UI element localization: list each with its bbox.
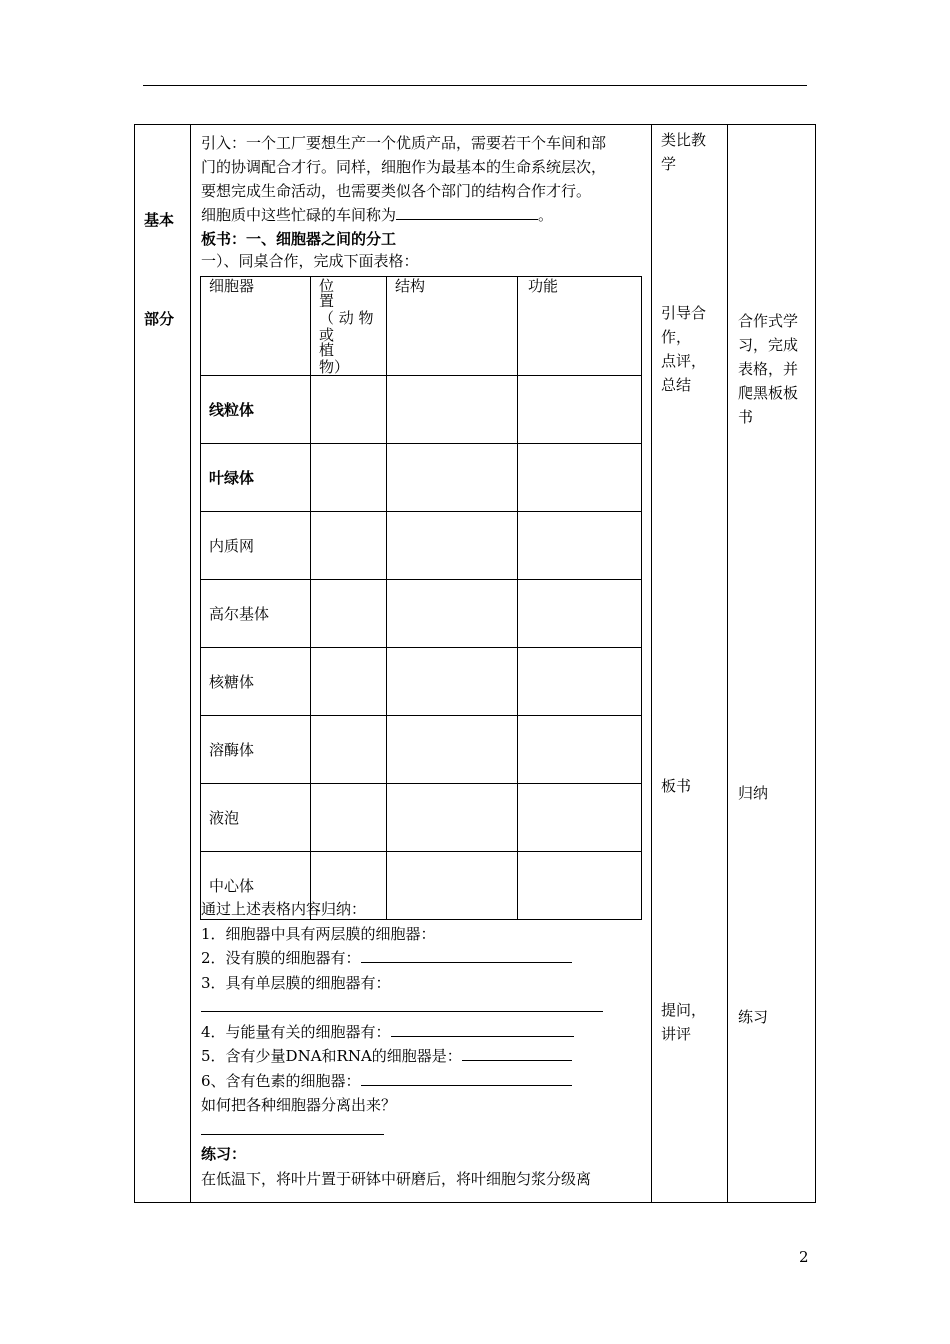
structure-cell[interactable] bbox=[387, 376, 518, 444]
task-instruction: 一）、同桌合作，完成下面表格： bbox=[201, 252, 419, 270]
header-function: 功能 bbox=[518, 277, 642, 376]
organelle-name: 液泡 bbox=[209, 809, 240, 827]
exercise-title: 练习： bbox=[201, 1145, 247, 1163]
table-row bbox=[201, 784, 642, 852]
table-row bbox=[201, 648, 642, 716]
column-divider-3 bbox=[727, 125, 728, 1202]
summary-q3: 3．具有单层膜的细胞器有： bbox=[201, 973, 391, 992]
intro-line-3: 要想完成生命活动，也需要类似各个部门的结构合作才行。 bbox=[201, 182, 592, 200]
answer-blank[interactable] bbox=[201, 1118, 384, 1135]
organelle-name: 线粒体 bbox=[209, 401, 255, 419]
summary-q5: 5．含有少量DNA和RNA的细胞器是： bbox=[201, 1047, 462, 1065]
function-cell[interactable] bbox=[518, 580, 642, 648]
organelle-name: 核糖体 bbox=[209, 673, 255, 691]
structure-cell[interactable] bbox=[387, 444, 518, 512]
header-position-line-2: （ 动 物 bbox=[319, 309, 374, 327]
intro-text bbox=[201, 131, 647, 271]
table-header-row bbox=[201, 277, 642, 376]
function-cell[interactable] bbox=[518, 444, 642, 512]
teacher-note-question: 提问， 讲评 bbox=[661, 1001, 707, 1043]
summary-q4: 4．与能量有关的细胞器有： bbox=[201, 1022, 391, 1041]
table-row bbox=[201, 376, 642, 444]
summary-q3-blank-line bbox=[201, 995, 647, 1020]
header-organelle: 细胞器 bbox=[201, 277, 311, 376]
header-position-line-4: 物） bbox=[319, 358, 350, 376]
intro-line-2: 门的协调配合才行。同样，细胞作为最基本的生命系统层次， bbox=[201, 158, 607, 176]
position-cell[interactable] bbox=[311, 512, 387, 580]
student-note-practice: 练习 bbox=[738, 1008, 769, 1026]
intro-blank-suffix: 。 bbox=[538, 206, 554, 224]
summary-q5-line bbox=[201, 1044, 647, 1069]
teacher-note-analogy: 类比教 学 bbox=[661, 131, 707, 173]
position-cell[interactable] bbox=[311, 444, 387, 512]
answer-blank[interactable] bbox=[391, 1020, 574, 1037]
student-note-summarize: 归纳 bbox=[738, 784, 769, 802]
function-cell[interactable] bbox=[518, 376, 642, 444]
summary-q2: 2．没有膜的细胞器有： bbox=[201, 949, 361, 967]
table-row bbox=[201, 512, 642, 580]
lesson-table bbox=[134, 124, 816, 1203]
section-label-top: 基本 bbox=[144, 211, 175, 229]
structure-cell[interactable] bbox=[387, 512, 518, 580]
function-cell[interactable] bbox=[518, 784, 642, 852]
position-cell[interactable] bbox=[311, 716, 387, 784]
table-row bbox=[201, 444, 642, 512]
summary-q6: 6、含有色素的细胞器： bbox=[201, 1071, 361, 1090]
organelle-name: 内质网 bbox=[209, 537, 255, 555]
structure-cell[interactable] bbox=[387, 580, 518, 648]
teacher-note-guide: 引导合 作， 点评， 总结 bbox=[661, 304, 707, 394]
position-cell[interactable] bbox=[311, 648, 387, 716]
exercise-text: 在低温下，将叶片置于研钵中研磨后，将叶细胞匀浆分级离 bbox=[201, 1169, 592, 1188]
summary-q2-line bbox=[201, 946, 647, 971]
board-title: 板书：一、细胞器之间的分工 bbox=[201, 230, 397, 248]
column-divider-2 bbox=[651, 125, 652, 1202]
teacher-note-board: 板书 bbox=[661, 777, 692, 795]
separation-blank-line bbox=[201, 1118, 647, 1143]
table-row bbox=[201, 580, 642, 648]
page-number: 2 bbox=[799, 1248, 809, 1266]
structure-cell[interactable] bbox=[387, 648, 518, 716]
answer-blank[interactable] bbox=[396, 203, 538, 220]
student-note-cooperative: 合作式学 习，完成 表格，并 爬黑板板 书 bbox=[738, 312, 799, 426]
function-cell[interactable] bbox=[518, 512, 642, 580]
organelle-name: 溶酶体 bbox=[209, 741, 255, 759]
position-cell[interactable] bbox=[311, 376, 387, 444]
header-position-line-1: 位 置 bbox=[319, 277, 365, 310]
position-cell[interactable] bbox=[311, 784, 387, 852]
summary-q1: 1．细胞器中具有两层膜的细胞器： bbox=[201, 924, 436, 943]
header-rule bbox=[143, 85, 807, 86]
answer-blank[interactable] bbox=[361, 946, 572, 963]
answer-blank[interactable] bbox=[361, 1069, 572, 1086]
function-cell[interactable] bbox=[518, 648, 642, 716]
table-row bbox=[201, 716, 642, 784]
organelle-table bbox=[200, 276, 642, 920]
organelle-name: 高尔基体 bbox=[209, 605, 270, 623]
header-position-line-3: 或 植 bbox=[319, 326, 365, 359]
summary-section bbox=[201, 897, 647, 1191]
header-position bbox=[311, 277, 387, 376]
header-structure: 结构 bbox=[387, 277, 518, 376]
separation-question: 如何把各种细胞器分离出来？ bbox=[201, 1096, 397, 1114]
summary-q4-line bbox=[201, 1020, 647, 1045]
function-cell[interactable] bbox=[518, 716, 642, 784]
position-cell[interactable] bbox=[311, 580, 387, 648]
structure-cell[interactable] bbox=[387, 716, 518, 784]
answer-blank[interactable] bbox=[462, 1044, 572, 1061]
summary-q6-line bbox=[201, 1069, 647, 1094]
intro-blank-line bbox=[201, 203, 647, 227]
summary-intro: 通过上述表格内容归纳： bbox=[201, 900, 367, 918]
organelle-name: 叶绿体 bbox=[209, 469, 255, 487]
structure-cell[interactable] bbox=[387, 784, 518, 852]
column-divider-1 bbox=[190, 125, 191, 1202]
section-label-bottom: 部分 bbox=[144, 310, 175, 328]
intro-blank-prefix: 细胞质中这些忙碌的车间称为 bbox=[201, 206, 397, 224]
organelle-name: 中心体 bbox=[209, 877, 255, 895]
answer-blank[interactable] bbox=[201, 995, 603, 1012]
intro-line-1: 引入：一个工厂要想生产一个优质产品，需要若干个车间和部 bbox=[201, 134, 607, 152]
